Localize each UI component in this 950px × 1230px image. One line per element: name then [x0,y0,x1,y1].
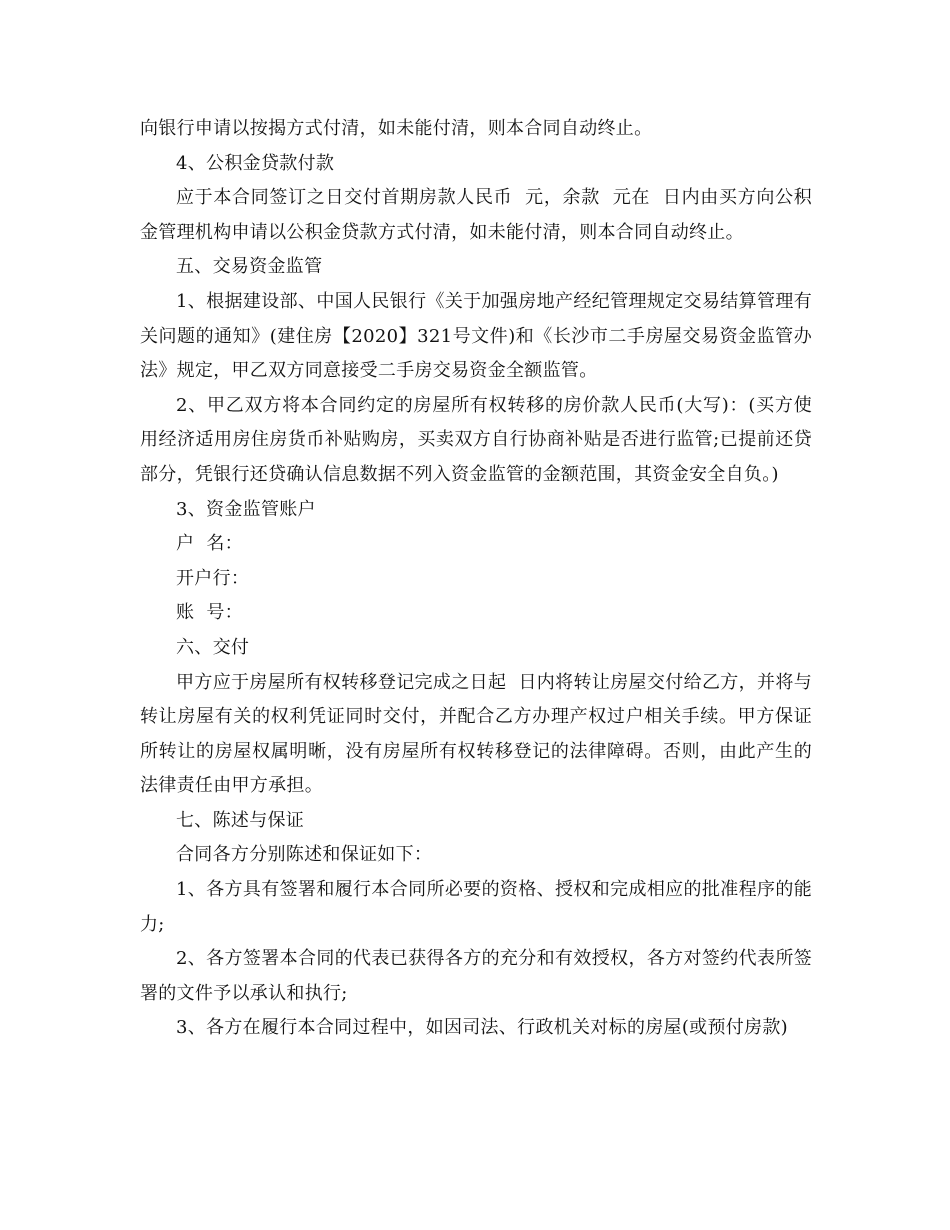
document-body [140,112,812,1046]
paragraph-representation-2: 2、各方签署本合同的代表已获得各方的充分和有效授权，各方对签约代表所签署的文件予以承认和执行; [140,948,812,1004]
section-heading-fund-supervision: 五、交易资金监管 [176,256,323,278]
paragraph-delivery-terms: 甲方应于房屋所有权转移登记完成之日起 日内将转让房屋交付给乙方，并将与转让房屋有关的权利凭证同时交付，并配合乙方办理产权过户相关手续。甲方保证所转让的房屋权属明晰，没有房屋所有权转移登记的法律障碍。否则，由此产生的法律责任由甲方承担。 [140,671,812,797]
paragraph-supervision-basis: 1、根据建设部、中国人民银行《关于加强房地产经纪管理规定交易结算管理有关问题的通知》(建住房【2020】321号文件)和《长沙市二手房屋交易资金监管办法》规定，甲乙双方同意接受二手房交易资金全额监管。 [140,290,812,382]
heading-supervision-account: 3、资金监管账户 [176,498,316,520]
section-heading-delivery: 六、交付 [176,636,250,658]
heading-provident-fund-loan: 4、公积金贷款付款 [176,152,335,174]
paragraph-bank-loan-end: 向银行申请以按揭方式付清，如未能付清，则本合同自动终止。 [140,118,653,139]
paragraph-representations-intro: 合同各方分别陈述和保证如下： [176,844,433,866]
field-opening-bank: 开户行： [176,567,250,589]
paragraph-representation-3: 3、各方在履行本合同过程中，如因司法、行政机关对标的房屋(或预付房款) [176,1017,788,1039]
section-heading-representations: 七、陈述与保证 [176,809,305,831]
paragraph-provident-fund-terms: 应于本合同签订之日交付首期房款人民币 元，余款 元在 日内由买方向公积金管理机构申请以公积金贷款方式付清，如未能付清，则本合同自动终止。 [140,187,812,243]
paragraph-supervision-amount: 2、甲乙双方将本合同约定的房屋所有权转移的房价款人民币(大写)：(买方使用经济适用房住房货币补贴购房，买卖双方自行协商补贴是否进行监管;已提前还贷部分，凭银行还贷确认信息数据不列入资金监管的金额范围，其资金安全自负。) [140,394,812,485]
field-account-name: 户 名： [176,533,243,555]
paragraph-representation-1: 1、各方具有签署和履行本合同所必要的资格、授权和完成相应的批准程序的能力; [140,879,812,935]
field-account-number: 账 号： [176,602,243,624]
